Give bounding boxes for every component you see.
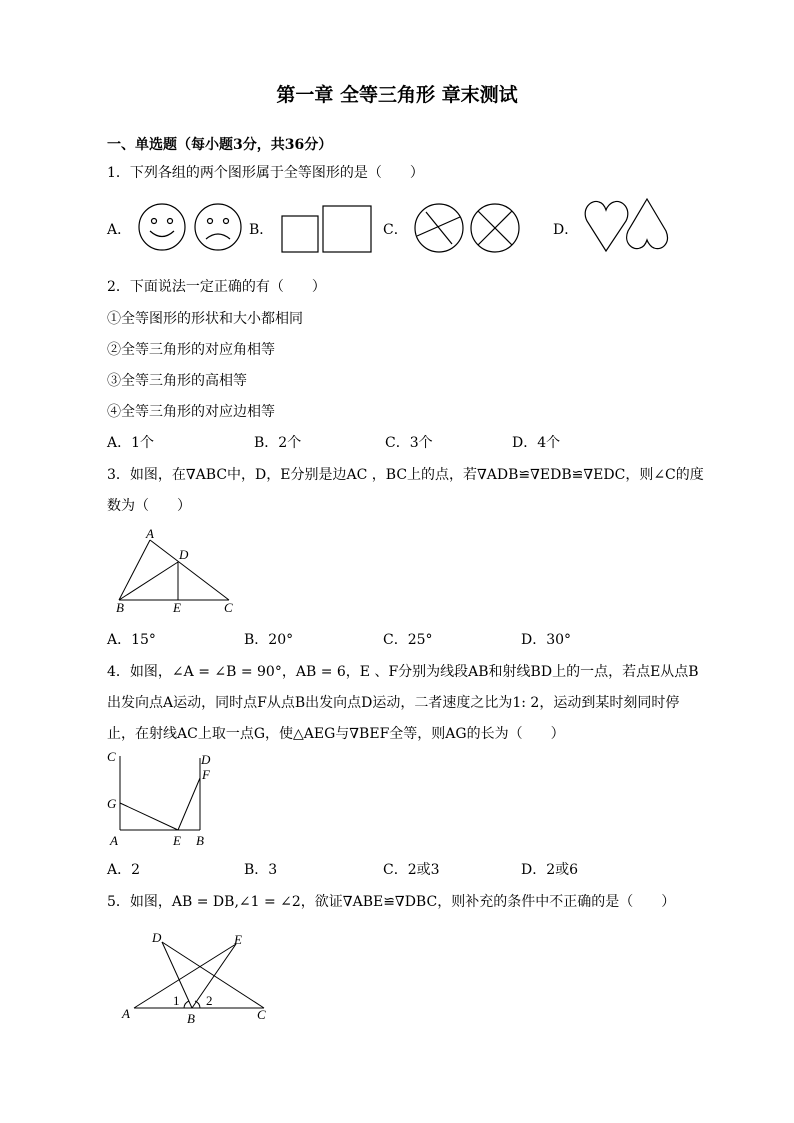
q4-label-e: E [173,833,181,848]
q1-option-d-label: D． [553,222,579,238]
q3-triangle-figure [108,528,238,618]
q5-label-b: B [187,1011,195,1026]
question-2-text: 2．下面说法一定正确的有（ ） [107,279,326,295]
large-square [323,206,371,252]
q4-option-c: C．2或3 [383,862,440,878]
q5-label-angle-2: 2 [206,993,213,1008]
question-4-text-line-3: 止，在射线AC上取一点G，使△AEG与∇BEF全等，则AG的长为（ ） [107,726,565,742]
q1-option-b-figure-squares [280,202,375,254]
q4-option-b: B．3 [244,862,278,878]
q4-label-c: C [107,749,116,764]
q1-option-a-figure-faces [136,202,246,252]
q2-statement-2: ②全等三角形的对应角相等 [107,342,275,358]
q1-option-c-label: C． [383,222,408,238]
q1-option-a-label: A． [107,222,132,238]
heart-icon [585,201,628,251]
question-4-text-line-1: 4．如图，∠A = ∠B = 90°，AB = 6，E 、F分别为线段AB和射线BD上的一点，若点E从点B [107,664,699,680]
q2-option-a: A．1个 [107,435,155,451]
q3-label-b: B [116,600,124,615]
q4-label-g: G [107,796,117,811]
q2-option-b: B．2个 [254,435,302,451]
q3-option-c: C．25° [383,632,433,648]
q5-label-c: C [257,1007,266,1022]
q5-label-a: A [122,1006,130,1021]
question-3-text-line-1: 3．如图，在∇ABC中，D，E分别是边AC ，BC上的点，若∇ADB≌∇EDB≌∇EDC，则∠C的度 [107,467,704,483]
q1-option-c-figure-circles [412,202,527,254]
q3-option-d: D．30° [521,632,572,648]
q3-label-c: C [224,600,233,615]
q1-option-d-figure-hearts [583,197,673,257]
q2-statement-1: ①全等图形的形状和大小都相同 [107,311,303,327]
q4-option-a: A．2 [107,862,141,878]
question-4-text-line-2: 出发向点A运动，同时点F从点B出发向点D运动，二者速度之比为1: 2，运动到某时刻同时停 [107,695,680,711]
sad-face-icon [195,204,241,250]
q4-label-b: B [196,833,204,848]
q4-label-d: D [201,752,211,767]
q5-figure [118,928,278,1028]
q2-option-d: D．4个 [512,435,561,451]
q5-label-e: E [234,932,242,947]
question-1-text: 1．下列各组的两个图形属于全等图形的是（ ） [107,165,424,181]
q4-label-a: A [110,833,118,848]
question-3-text-line-2: 数为（ ） [107,498,191,514]
q1-option-b-label: B． [249,222,274,238]
q2-option-c: C．3个 [385,435,433,451]
q3-option-b: B．20° [244,632,294,648]
q4-figure [104,746,224,852]
section-heading: 一、单选题（每小题3分，共36分） [107,137,333,153]
q2-statement-3: ③全等三角形的高相等 [107,373,247,389]
inverted-heart-icon [627,199,668,249]
small-square [282,216,318,252]
q4-label-f: F [202,767,210,782]
question-5-text: 5．如图，AB = DB,∠1 = ∠2，欲证∇ABE≌∇DBC，则补充的条件中不正确的是（ ） [107,894,676,910]
q5-label-angle-1: 1 [173,993,180,1008]
q3-label-a: A [146,526,154,541]
page-title: 第一章 全等三角形 章末测试 [276,84,518,106]
q3-label-e: E [173,600,181,615]
q2-statement-4: ④全等三角形的对应边相等 [107,404,275,420]
q5-label-d: D [152,930,162,945]
q3-label-d: D [179,547,189,562]
angle-mark-1 [184,1001,189,1008]
q3-option-a: A．15° [107,632,156,648]
smiley-face-icon [139,204,185,250]
q4-option-d: D．2或6 [521,862,579,878]
